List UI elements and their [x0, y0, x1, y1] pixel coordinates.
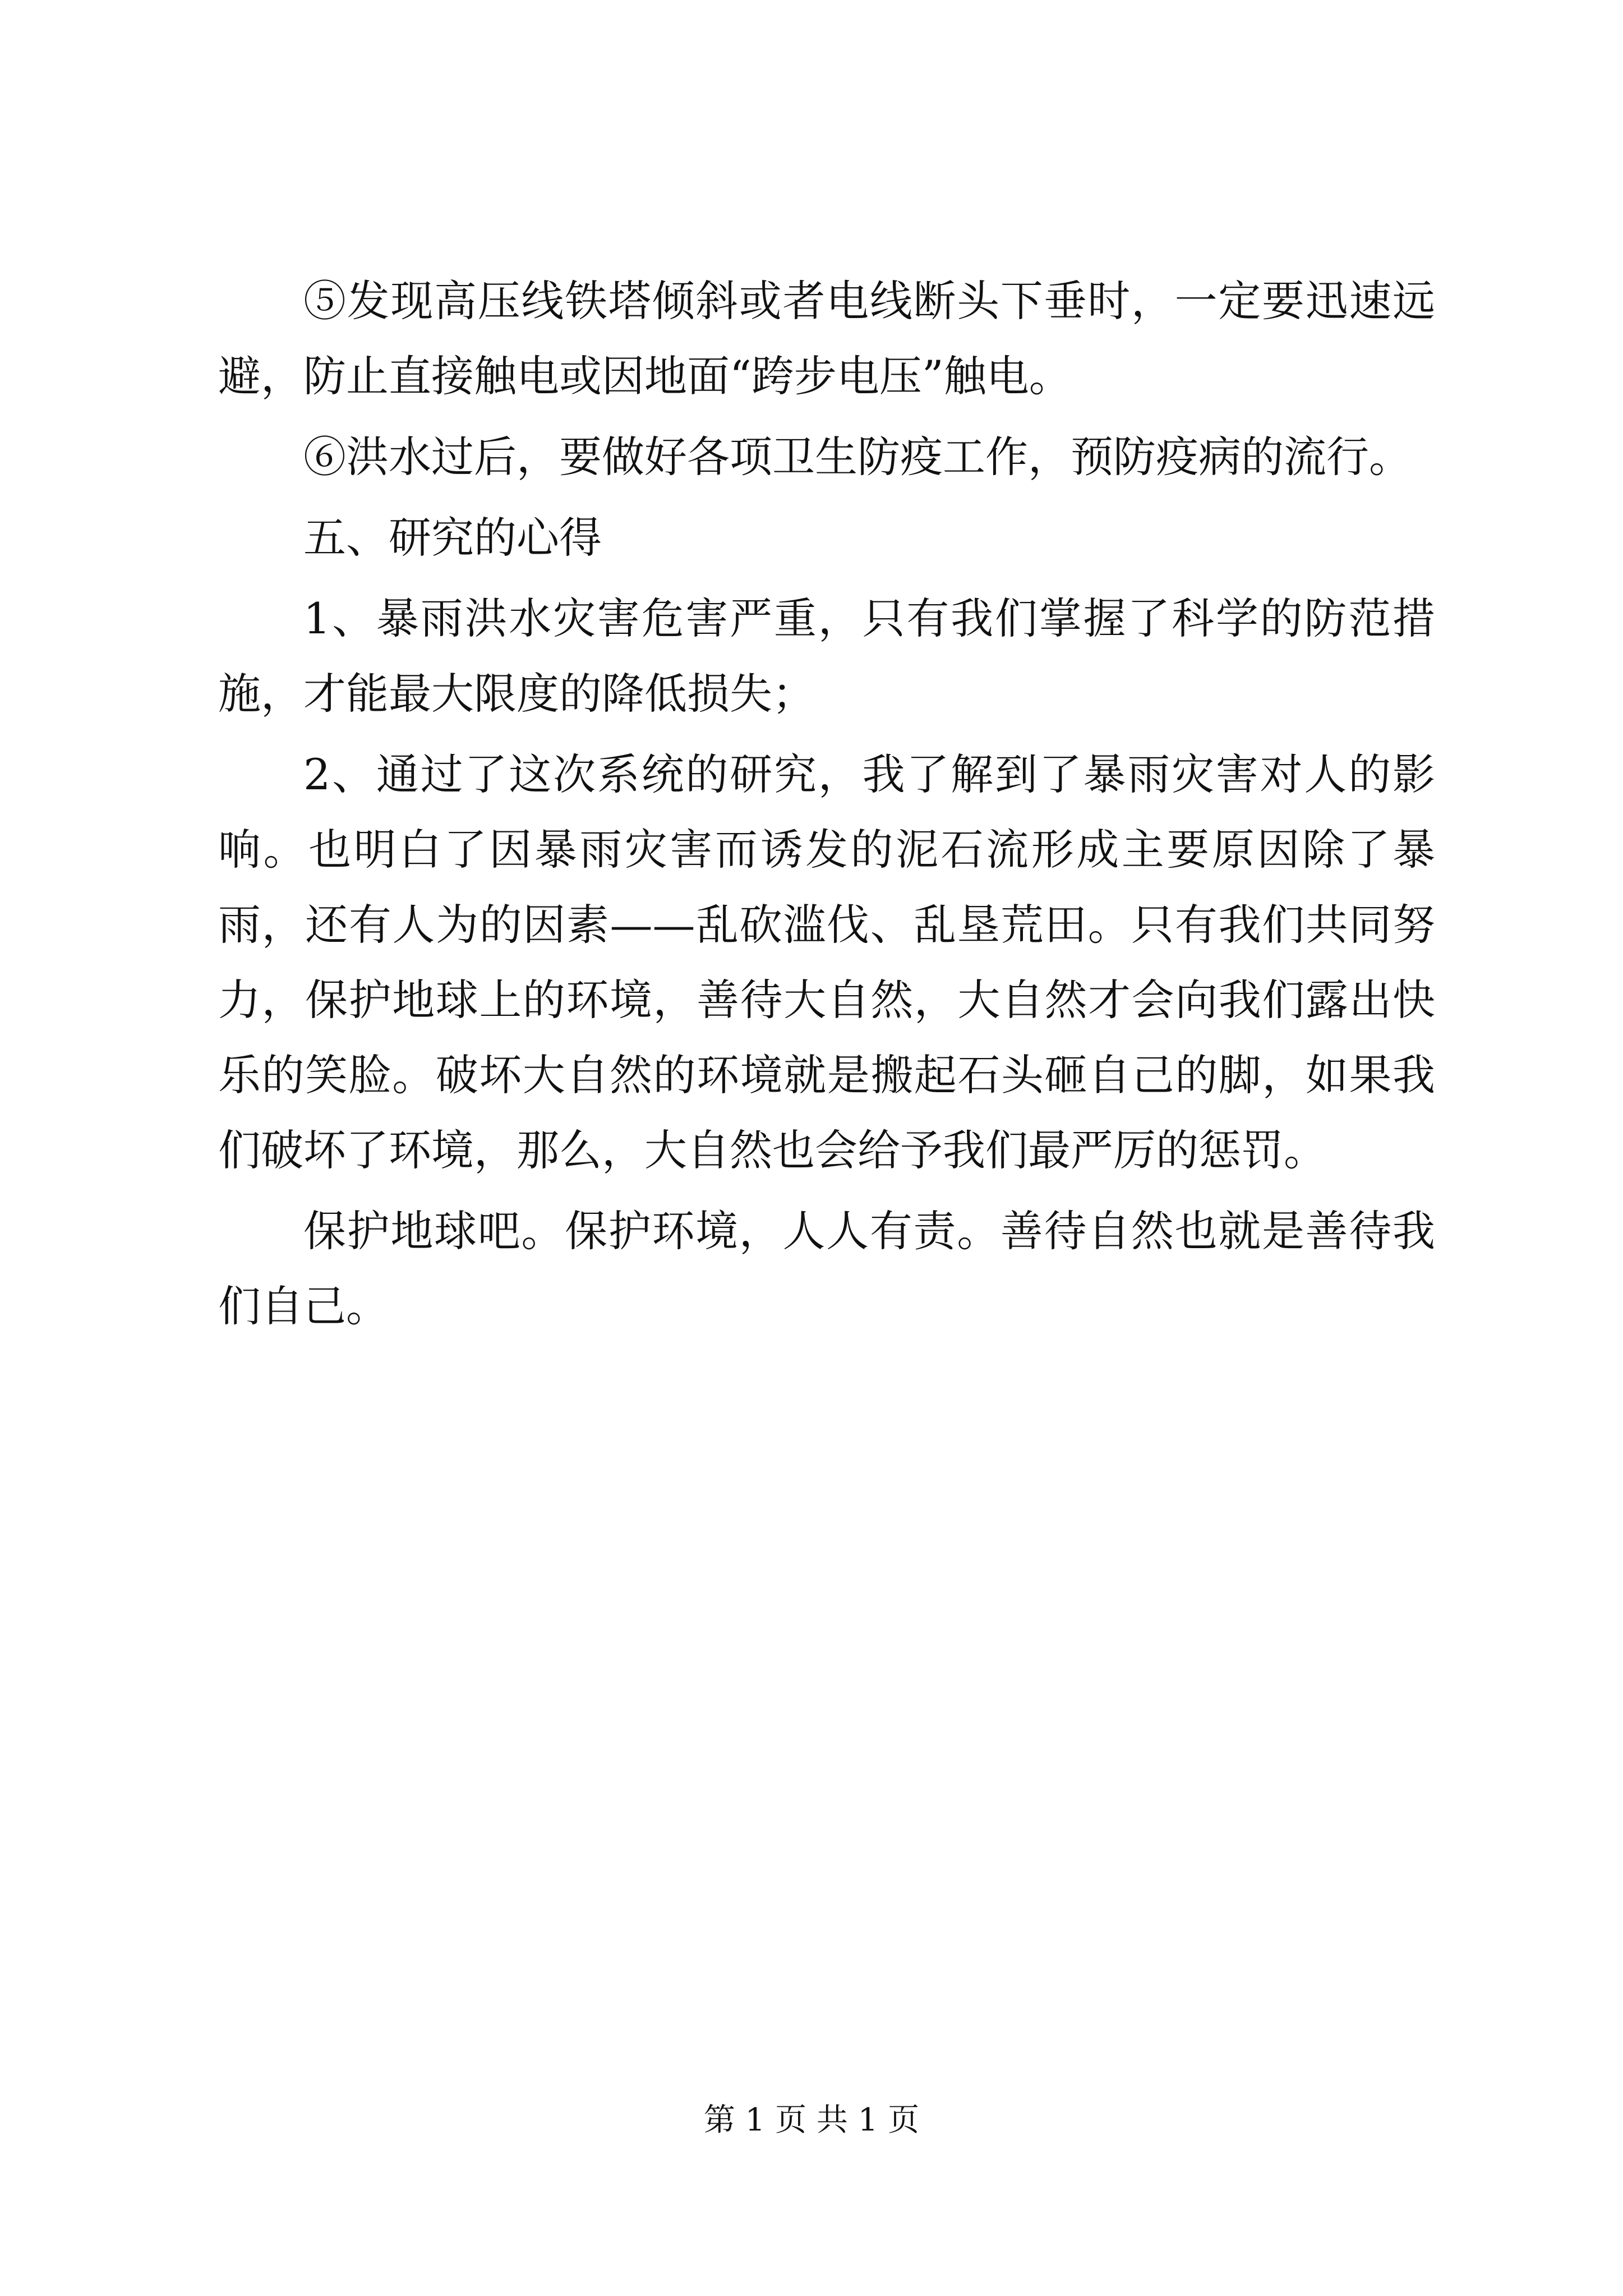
paragraph-insight-2: 2、通过了这次系统的研究，我了解到了暴雨灾害对人的影响。也明白了因暴雨灾害而诱发的泥石流形成主要原因除了暴雨，还有人为的因素——乱砍滥伐、乱垦荒田。只有我们共同努力，保护地球上的环境，善待大自然，大自然才会向我们露出快乐的笑脸。破坏大自然的环境就是搬起石头砸自己的脚，如果我们破坏了环境，那么，大自然也会给予我们最严厉的惩罚。	[218, 749, 1435, 1175]
page-footer: 第 1 页 共 1 页	[703, 2102, 920, 2138]
paragraph-closing: 保护地球吧。保护环境，人人有责。善待自然也就是善待我们自己。	[218, 1206, 1435, 1331]
paragraph-safety-tip-5: ⑤发现高压线铁塔倾斜或者电线断头下垂时，一定要迅速远避，防止直接触电或因地面“跨步电压”触电。	[218, 276, 1435, 401]
document-body	[218, 264, 1435, 1350]
paragraph-insight-1: 1、暴雨洪水灾害危害严重，只有我们掌握了科学的防范措施，才能最大限度的降低损失；	[218, 593, 1435, 719]
section-heading: 五、研究的心得	[303, 513, 602, 563]
paragraph-safety-tip-6: ⑥洪水过后，要做好各项卫生防疫工作，预防疫病的流行。	[303, 432, 1412, 482]
